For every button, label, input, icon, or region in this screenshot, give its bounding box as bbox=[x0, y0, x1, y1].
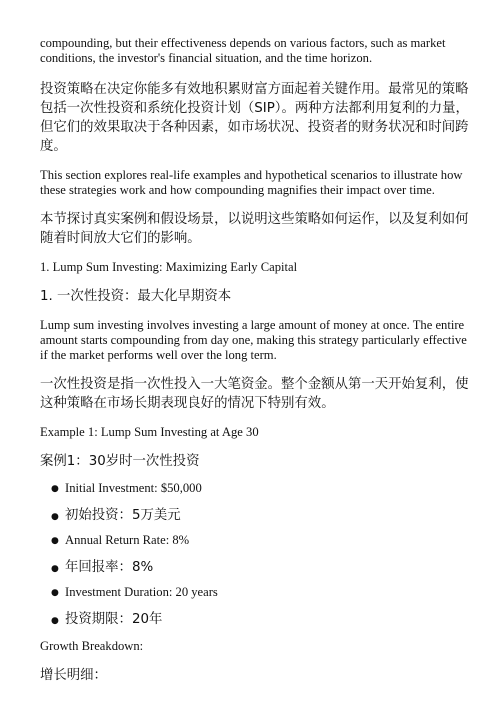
paragraph-section-en: This section explores real-life examples and hypothetical scenarios to illustrate how these strategies work and how compounding magnifies their impact over time. bbox=[40, 168, 463, 197]
list-item bbox=[51, 481, 470, 506]
list-item bbox=[51, 506, 470, 533]
heading-growth-en: Growth Breakdown: bbox=[40, 639, 144, 653]
bullet-icon: ● bbox=[51, 564, 59, 574]
paragraph-intro-zh: 投资策略在决定你能多有效地积累财富方面起着关键作用。最常见的策略包括一次性投资和系统化投资计划（SIP）。两种方法都利用复利的力量，但它们的效果取决于各种因素，如市场状况、投资者的财务状况和时间跨度。 bbox=[40, 82, 469, 154]
list-item-text: Initial Investment: $50,000 bbox=[65, 481, 202, 495]
heading-example-zh: 案例1：30岁时一次性投资 bbox=[40, 454, 200, 469]
heading-lump-sum-en: 1. Lump Sum Investing: Maximizing Early Capital bbox=[40, 260, 298, 274]
bullet-icon: ● bbox=[51, 588, 59, 598]
heading-lump-sum-zh: 1. 一次性投资：最大化早期资本 bbox=[40, 289, 232, 304]
heading-growth-zh: 增长明细： bbox=[40, 668, 107, 683]
bullet-icon: ● bbox=[51, 616, 59, 626]
paragraph-intro-en: compounding, but their effectiveness depends on various factors, such as market conditions, the investor's financial situation, and the time horizon. bbox=[40, 36, 446, 65]
example-details-list bbox=[40, 481, 470, 637]
list-item-text: 年回报率：8% bbox=[65, 560, 154, 575]
paragraph-lump-sum-en: Lump sum investing involves investing a large amount of money at once. The entire amount starts compounding from day one, making this strategy particularly effective if the market performs well over the long term. bbox=[40, 318, 467, 362]
bullet-icon: ● bbox=[51, 536, 59, 546]
paragraph-lump-sum-zh: 一次性投资是指一次性投入一大笔资金。整个金额从第一天开始复利，使这种策略在市场长期表现良好的情况下特别有效。 bbox=[40, 377, 469, 411]
list-item bbox=[51, 585, 470, 610]
paragraph-section-zh: 本节探讨真实案例和假设场景，以说明这些策略如何运作，以及复利如何随着时间放大它们的影响。 bbox=[40, 212, 469, 246]
list-item bbox=[51, 610, 470, 637]
list-item-text: Investment Duration: 20 years bbox=[65, 585, 218, 599]
list-item-text: Annual Return Rate: 8% bbox=[65, 533, 190, 547]
list-item-text: 初始投资：5万美元 bbox=[65, 508, 181, 523]
bullet-icon: ● bbox=[51, 484, 59, 494]
list-item bbox=[51, 558, 470, 585]
list-item bbox=[51, 533, 470, 558]
list-item-text: 投资期限：20年 bbox=[65, 612, 163, 627]
heading-example-en: Example 1: Lump Sum Investing at Age 30 bbox=[40, 425, 259, 439]
bullet-icon: ● bbox=[51, 512, 59, 522]
